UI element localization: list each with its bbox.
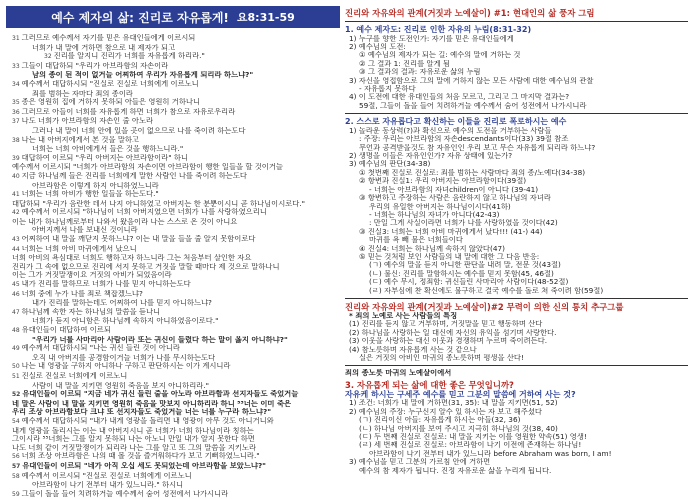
verse-line bbox=[12, 427, 336, 436]
verse-number: 41 bbox=[12, 191, 20, 199]
verse-number: 39 bbox=[12, 154, 20, 162]
verse-text: 너희는 너희 아비가 행한 일들을 하는도다." bbox=[21, 190, 159, 199]
outline-line: ① 첫번째 진실로 진실로: 죄를 범하는 사람마다 죄의 종/노예다(34-38) bbox=[359, 168, 586, 177]
verse-line bbox=[12, 490, 336, 499]
outline-line: ④ 진실4: 너희는 하나님께 속하지 않았다(47) bbox=[359, 244, 505, 253]
verse-text: 너희 중에 누가 나를 죄로 책잡겠느냐? bbox=[21, 289, 143, 298]
verse-line bbox=[12, 308, 336, 318]
verse-number: 36 bbox=[12, 108, 20, 116]
verse-line bbox=[12, 472, 336, 482]
verse-text: 그이시라 ⁵⁵너희는 그를 알지 못하되 나는 아노니 만일 내가 알지 못한다 하면 bbox=[12, 435, 255, 444]
outline-line: - 너희는 하나님의 자녀가 아니다(42-43) bbox=[369, 210, 500, 219]
verse-number: 54 bbox=[12, 417, 20, 425]
outline-line: 2) 예수님의 주장: 누구신지 알수 있 하시는 자 보고 해주셨다 bbox=[349, 407, 542, 416]
verse-text: 유대인들이 이르되 "네가 아직 오십 세도 못되었는데 아브라함을 보았느냐?" bbox=[22, 461, 266, 470]
verse-number: 38 bbox=[12, 136, 20, 144]
verse-text: 이는 내가 하나님께로부터 나와서 왔음이라 나는 스스로 온 것이 아니요 bbox=[12, 217, 238, 226]
verse-text: 진리를 알지니 진리가 너희를 자유롭게 하리라." bbox=[53, 52, 205, 61]
outline-line: (ㄱ) 예수의 말을 듣지 아니한 판단을 내려 말, 전문 것(43절) bbox=[369, 261, 561, 270]
outline-line: (ㄱ) 진리이신 아들: 자유롭게 하시는 아들(32, 36) bbox=[359, 416, 521, 425]
verse-number: 46 bbox=[12, 290, 20, 298]
outline-line: ② 그 결과 1: 진리를 알게 됨 bbox=[359, 59, 450, 68]
verse-line bbox=[12, 263, 336, 272]
divider bbox=[345, 365, 688, 366]
verse-list bbox=[6, 28, 340, 499]
verse-number: 42 bbox=[12, 209, 20, 217]
verse-line bbox=[12, 317, 336, 326]
verse-text: 사람이 내 말을 지키면 영원히 죽음을 보지 아니하리라." bbox=[32, 381, 209, 390]
verse-line bbox=[12, 90, 336, 99]
verse-number: 50 bbox=[12, 363, 20, 371]
verse-text: 예수께서 대답하시되 "내가 내게 영광을 돌리면 내 영광이 아무 것도 아니거니와 bbox=[21, 416, 274, 425]
verse-number: 59 bbox=[12, 490, 20, 498]
verse-text: 지금 하나님께 들은 진리를 너희에게 말한 사람인 나를 죽이려 하는도다 bbox=[21, 171, 247, 180]
verse-number: 48 bbox=[12, 327, 20, 334]
outline-line: 아브라함이 나기 전부터 내가 있느니라 before Abraham was born, I am! bbox=[369, 449, 612, 458]
verse-line bbox=[12, 163, 336, 172]
outline-line: ③ 항변하고 주장하는 사람은 음란하지 않고 하나님의 자녀라 bbox=[359, 194, 551, 203]
outline-line: 4) 이 도전에 대한 유대인들의 처음 모르고, 그리고 그 마지막 결과는? bbox=[349, 93, 570, 102]
verse-line bbox=[12, 435, 336, 444]
verse-number: 34 bbox=[12, 80, 20, 88]
divider bbox=[345, 298, 688, 299]
verse-text: 너희 조상 아브라함은 나의 때 볼 것을 즐거워하다가 보고 기뻐하였느니라." bbox=[21, 452, 260, 461]
outline-line: 마귀를 욕 빼 불은 너희들이다 bbox=[369, 236, 463, 245]
outline-line: : 주장: 우리는 아브라함의 자손descendants이다(33) 39절 참조 bbox=[359, 135, 569, 144]
outline-line: - 너희는 아브라함의 자녀children이 아니다 (39-41) bbox=[369, 185, 539, 194]
verse-text: 유대인들이 이르되 "지금 네가 귀신 들린 줄을 아노라 아브라함과 선지자들도 죽었거늘 bbox=[22, 390, 299, 399]
verse-line bbox=[12, 127, 336, 136]
verse-text: 나는 내 아버지에게서 본 것을 말하고 bbox=[21, 135, 139, 144]
verse-text: 그러므로 예수께서 자기를 믿은 유대인들에게 이르시되 bbox=[21, 34, 196, 42]
verse-line bbox=[12, 200, 336, 209]
verse-text: 유대인들이 대답하여 이르되 bbox=[21, 326, 111, 334]
outline-line: 2) 예수님의 도전: bbox=[349, 43, 406, 51]
verse-text: 아브라함은 이렇게 하지 아니하였느니라 bbox=[32, 181, 159, 190]
verse-text: 너희는 너희 아비에게서 들은 것을 행하느니라." bbox=[32, 145, 184, 154]
verse-text: "우리가 너를 사마리아 사람이라 또는 귀신이 들렸다 하는 말이 옳지 아니하냐?" bbox=[32, 335, 288, 344]
verse-text: 남의 종이 된 적이 없거늘 어찌하여 우리가 자유롭게 되리라 하느냐?" bbox=[32, 71, 254, 80]
verse-text: 이는 그가 거짓말쟁이요 거짓의 아비가 되었음이라 bbox=[12, 271, 172, 280]
verse-text: 나는 내 영광을 구하지 아니하나 구하고 판단하시는 이가 계시니라 bbox=[21, 362, 231, 371]
outline-line: (ㄹ) 자부심에 찬 확신에도 불구하고 결국 예수를 돌로 쳐 죽이려 함(59절) bbox=[369, 286, 604, 295]
verse-line bbox=[12, 145, 336, 154]
verse-text: 그들이 대답하되 "우리가 아브라함의 자손이라 bbox=[21, 61, 169, 70]
divider bbox=[345, 21, 688, 22]
verse-text: 너희가 내 말에 거하면 참으로 내 제자가 되고 bbox=[32, 43, 176, 52]
verse-text: 대답하여 이르되 "우리 아버지는 아브라함이라" 하니 bbox=[21, 153, 188, 162]
section-4-lines bbox=[345, 399, 688, 475]
outline-line: ⑤ 믿는 것처럼 보인 사람들의 내 말에 대한 그 다음 반응: bbox=[359, 252, 540, 261]
verse-line bbox=[12, 34, 336, 44]
outline-line: 1) 조건: 너희가 내 말에 거하면(31, 35): 내 말을 지키면(51, 52) bbox=[349, 399, 558, 408]
section-1-title: 1. 예수 제자도: 진리로 인한 자유의 누림(8:31-32) bbox=[345, 25, 532, 34]
verse-number: 58 bbox=[12, 472, 20, 480]
verse-line bbox=[12, 218, 336, 227]
outline-line: (ㄹ) 세 번째 진실로 진실로: 아브라함이 나기 이전에 존재하는 하나님! bbox=[359, 441, 582, 450]
section-2-lines bbox=[345, 127, 688, 295]
verse-line bbox=[12, 382, 336, 391]
verse-line bbox=[12, 336, 336, 345]
verse-number: 37 bbox=[12, 118, 20, 126]
verse-line bbox=[12, 408, 336, 417]
star-note: * 죄의 노예로 사는 사람들의 특징 bbox=[349, 311, 458, 320]
verse-text: 어찌하여 내 말을 깨닫지 못하느냐? 이는 내 말을 들을 줄 알지 못함이로다 bbox=[21, 235, 256, 244]
outline-line: - 자유롭지 못하다 bbox=[359, 85, 416, 94]
verse-text: 내가 진리를 말하므로 너희가 나를 믿지 아니하는도다 bbox=[21, 280, 191, 289]
outline-line: 무언과 공격받을것도 참 자유인인 우리 보고 무슨 자유롭게 되리라 하느냐? bbox=[359, 143, 596, 152]
verse-line bbox=[12, 52, 336, 62]
title-bar bbox=[6, 6, 340, 28]
outline-line: (ㄷ) 예수 무시, 정죄함: 귀신들린 사마리아 사람이다(48-52절) bbox=[369, 278, 569, 287]
verse-number: 52 bbox=[12, 391, 21, 399]
outline-line: (1) 진리를 듣지 않고 거부하며, 거짓말을 믿고 행동하며 산다 bbox=[349, 320, 543, 329]
outline-line: (ㄴ) 하나님 아버지를 보여 주시고 지극히 하나님의 것(38, 40) bbox=[359, 424, 558, 433]
verse-line bbox=[12, 326, 336, 336]
verse-number: 43 bbox=[12, 236, 20, 244]
outline-line: (ㄷ) 두 번째 진실로 진실로: 내 말을 지키는 이를 영원한 약속(51) 영생! bbox=[359, 433, 587, 442]
verse-line bbox=[12, 372, 336, 382]
verse-line bbox=[12, 136, 336, 146]
verse-line bbox=[12, 235, 336, 245]
verse-line bbox=[12, 98, 336, 108]
heading-1: 진리와 자유와의 관계(거짓과 노예살이) #1: 현대인의 삶 풍자 그림 bbox=[345, 8, 595, 18]
outline-line: 2) 생명을 이들은 자유인인가? 자유 상태에 있는가? bbox=[349, 152, 513, 161]
verse-text: 네 말은 사람이 내 말을 지키면 영원히 죽음을 맛보지 아니하리라 하니 ⁵³너는 이미 죽은 bbox=[12, 399, 292, 408]
verse-line bbox=[12, 354, 336, 363]
outline-line: (3) 이웃을 사랑하는 대신 이웃과 경쟁하며 누르며 죽이려든다. bbox=[349, 337, 548, 346]
verse-line bbox=[12, 344, 336, 354]
verse-text: 예수께서 이르시되 "너희가 아브라함의 자손이면 아브라함이 행한 일들을 할 것이거늘 bbox=[12, 163, 283, 172]
heading-3: 죄의 종노릇 마귀의 노예살이에서 bbox=[345, 369, 452, 378]
verse-line bbox=[12, 452, 336, 462]
verse-text: 예수께서 이르시되 "진실로 진실로 너희에게 이르노니 bbox=[21, 471, 192, 480]
verse-number: 31 bbox=[12, 35, 20, 42]
verse-line bbox=[12, 280, 336, 290]
verse-text: 아버지께서 나를 보내신 것이니라 bbox=[32, 226, 138, 235]
verse-line bbox=[12, 444, 336, 453]
verse-text: 진리가 그 속에 없으므로 진리에 서지 못하고 거짓을 말할 때마다 제 것으로 말하나니 bbox=[12, 262, 280, 271]
section-2-title: 2. 스스로 자유롭다고 확신하는 이들을 진리로 폭로하시는 예수 bbox=[345, 117, 567, 127]
verse-text: 예수께서 이르시되 "하나님이 너희 아버지였으면 너희가 나를 사랑하였으리니 bbox=[21, 208, 267, 217]
verse-text: 진실로 진실로 너희에게 이르노니 bbox=[21, 371, 128, 380]
outline-line: 3) 예수님을 믿고 그분의 가르침 안에 거하면 bbox=[349, 458, 491, 467]
verse-text: 그러나 내 말이 너희 안에 있을 곳이 없으므로 나를 죽이려 하는도다 bbox=[32, 126, 246, 135]
verse-text: 너희는 너희 아비 마귀에게서 났으니 bbox=[21, 244, 137, 253]
verse-text: 나도 너희 같이 거짓말쟁이가 되리라 나는 그를 알고 또 그의 말씀을 지키노라 bbox=[12, 443, 257, 452]
verse-text: 아브라함이 나기 전부터 내가 있느니라." 하시니 bbox=[32, 481, 184, 490]
verse-line bbox=[12, 462, 336, 472]
verse-number: 49 bbox=[12, 345, 20, 353]
verse-text: 내가 진리를 말하는데도 어찌하여 나를 믿지 아니하느냐? bbox=[32, 299, 212, 308]
verse-text: 예수께서 대답하시되 "나는 귀신 들린 것이 아니라 bbox=[21, 344, 180, 353]
verse-line bbox=[12, 299, 336, 308]
verse-line bbox=[12, 481, 336, 490]
verse-line bbox=[12, 62, 336, 72]
section-4-subtitle: 자유케 하시는 구세주 예수를 믿고 그분의 말씀에 거하여 사는 것? bbox=[345, 389, 576, 399]
verse-line bbox=[12, 400, 336, 409]
verse-line bbox=[12, 108, 336, 118]
verse-text: 나도 너희가 아브라함의 자손인 줄 아노라 bbox=[21, 117, 154, 126]
verse-number: 47 bbox=[12, 308, 20, 316]
verse-text: 너희 아비의 욕심대로 너희도 행하고자 하느니라 그는 처음부터 살인한 자요 bbox=[12, 254, 252, 263]
verse-number: 35 bbox=[12, 99, 20, 107]
verse-number: 33 bbox=[12, 62, 20, 70]
verse-number: 56 bbox=[12, 453, 20, 461]
verse-line bbox=[12, 44, 336, 53]
verse-line bbox=[12, 226, 336, 235]
verse-line bbox=[12, 362, 336, 372]
outline-line: ② 항변과 진실1: 우리 아버지는 아브라함이다(39절) bbox=[359, 177, 527, 186]
outline-line: 1) 누구를 향한 도전인가: 자기를 믿은 유대인들에게 bbox=[349, 34, 514, 43]
outline-line: 실은 거짓의 아비인 마귀의 종노릇하며 평생을 산다! bbox=[359, 354, 524, 362]
verse-line bbox=[12, 80, 336, 90]
verse-line bbox=[12, 417, 336, 427]
outline-line: ③ 진실3: 너희는 너희 아비 마귀에게서 났다!!! (41-) 44) bbox=[359, 227, 543, 236]
verse-text: 오직 내 아버지를 공경함이거늘 너희가 나를 무시하는도다 bbox=[32, 353, 216, 362]
outline-line: 3) 자신을 영접함으로 그의 말에 거하지 않는 모든 사람에 대한 예수님의 관찰 bbox=[349, 76, 594, 85]
scripture-reference: 요8:31-59 bbox=[236, 11, 295, 24]
verse-line bbox=[12, 71, 336, 80]
outline-line: 1) 놀라운 동상력(?)과 확신으로 예수의 도전을 거부하는 사람들 bbox=[349, 126, 552, 135]
verse-line bbox=[12, 208, 336, 218]
outline-line: (ㄴ) 불신: 진리를 말함하시는 예수를 믿지 못함(45, 46절) bbox=[369, 269, 554, 278]
divider bbox=[345, 113, 688, 114]
verse-text: 그러므로 아들이 너희를 자유롭게 하면 너희가 참으로 자유로우리라 bbox=[21, 107, 236, 116]
verse-text: 너희가 듣지 아니함은 하나님께 속하지 아니하였음이로다." bbox=[32, 317, 219, 326]
outline-column bbox=[345, 6, 688, 488]
verse-text: 내게 영광을 돌리시는 이는 내 아버지시니 곧 너희가 너희 하나님이라 칭하는 bbox=[12, 426, 254, 435]
outline-line: 예수의 참 제자가 됩니다. 진정 자유로운 삶을 누리게 됩니다. bbox=[359, 466, 552, 475]
page-title: 예수 제자의 삶: 진리로 자유롭게! bbox=[51, 10, 229, 25]
verse-line bbox=[12, 254, 336, 263]
verse-number: 44 bbox=[12, 245, 20, 253]
verse-line bbox=[12, 117, 336, 127]
outline-line: (2) 하나님을 사랑하는 일 대신에 자신의 유익을 섬기며 사랑한다. bbox=[349, 328, 557, 337]
heading-2: 진리와 자유와의 관계(거짓과 노예살이)#2 무력이 의한 신의 통치 추구그룹 bbox=[345, 301, 624, 312]
outline-line: ③ 그 결과의 결과: 자유로운 삶의 누림 bbox=[359, 68, 481, 77]
verse-line bbox=[12, 182, 336, 191]
verse-text: 하나님께 속한 자는 하나님의 말씀을 듣나니 bbox=[21, 307, 161, 316]
verse-number: 45 bbox=[12, 281, 20, 289]
verse-number: 57 bbox=[12, 462, 21, 470]
verse-text: 우리 조상 아브라함보다 크냐 또 선지자들도 죽었거늘 너는 너를 누구라 하느냐?" bbox=[12, 408, 271, 417]
verse-number: 32 bbox=[44, 53, 52, 61]
verse-text: 종은 영원히 집에 거하지 못하되 아들은 영원히 거하나니 bbox=[21, 98, 200, 107]
outline-line: (4) 참노릇하며 자유롭게 사는 것 같으나 bbox=[349, 345, 477, 354]
verse-text: 대답하되 "우리가 음란한 데서 나지 아니하였고 아버지는 한 분뿐이시니 곧 하나님이시로다." bbox=[12, 199, 306, 208]
section-3-lines bbox=[345, 320, 688, 362]
outline-line: 3) 예수님의 판단(34-38) bbox=[349, 160, 431, 169]
verse-text: 예수께서 대답하시되 "진실로 진실로 너희에게 이르노니 bbox=[21, 79, 199, 88]
verse-line bbox=[12, 190, 336, 200]
verse-text: 죄를 범하는 자마다 죄의 종이라 bbox=[32, 89, 133, 98]
scripture-column bbox=[6, 6, 340, 498]
section-4-title: 3. 자유롭게 되는 삶에 대한 좋은 무엇입니까? bbox=[345, 379, 514, 390]
verse-line bbox=[12, 290, 336, 300]
verse-line bbox=[12, 172, 336, 182]
verse-line bbox=[12, 245, 336, 255]
verse-line bbox=[12, 390, 336, 400]
section-1-lines bbox=[345, 35, 688, 111]
verse-line bbox=[12, 271, 336, 280]
outline-line: 우리의 유일한 아버지는 하나님이시다(41하) bbox=[369, 202, 511, 211]
verse-line bbox=[12, 154, 336, 164]
outline-line: 59절, 그들이 돌을 들어 치려하거늘 예수께서 숨어 성전에서 나가시니라 bbox=[359, 101, 587, 110]
verse-number: 51 bbox=[12, 372, 20, 380]
outline-line: ① 예수님의 제자가 되는 길: 예수의 말에 거하는 것 bbox=[359, 51, 521, 60]
outline-line: : 만일 그게 사실이라면 너희가 나를 사랑하였을 것이다(42) bbox=[369, 219, 558, 228]
verse-text: 그들이 돌을 들어 치려하거늘 예수께서 숨어 성전에서 나가시니라 bbox=[21, 489, 229, 498]
verse-number: 40 bbox=[12, 172, 20, 180]
